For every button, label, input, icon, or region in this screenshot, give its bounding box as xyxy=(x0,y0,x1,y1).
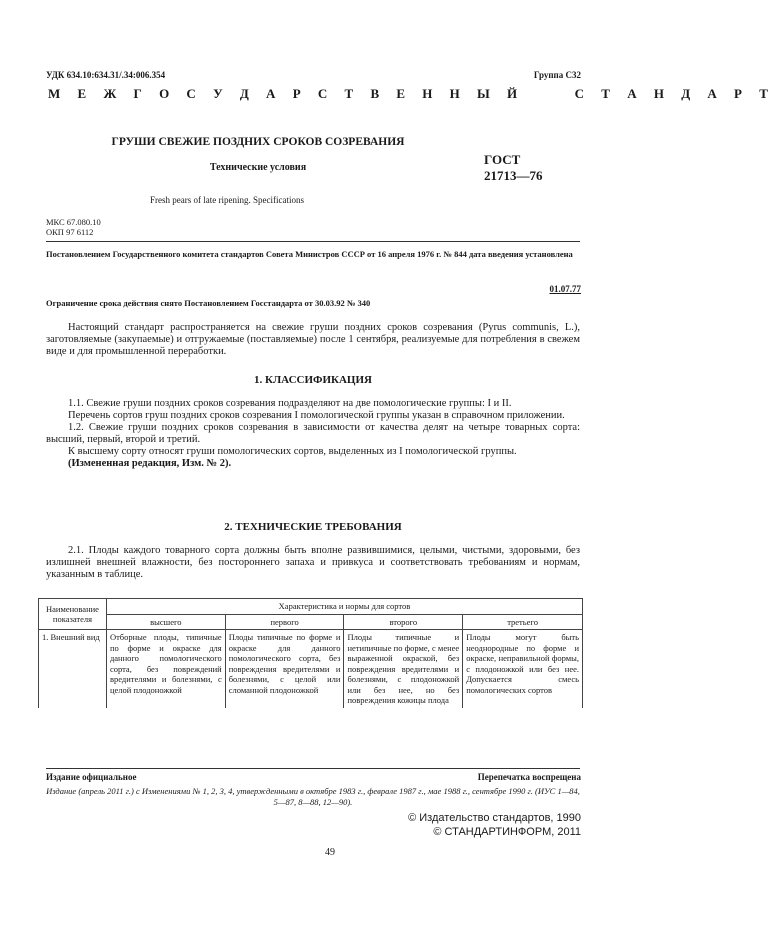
official-edition-label: Издание официальное xyxy=(46,772,137,782)
mks-code: МКС 67.080.10 xyxy=(46,217,101,227)
cell-second: Плоды типичные и нетипичные по форме, с менее выраженной окраской, без повреждения вредителями и болезнями, с плодоножкой или без нее, но без повреждения кожицы плода xyxy=(344,630,463,708)
banner-right: С Т А Н Д А Р Т xyxy=(574,86,775,101)
edition-info: Издание (апрель 2011 г.) с Изменениями № 1, 2, 3, 4, утвержденными в октябре 1983 г., феврале 1987 г., мае 1988 г., сентябре 1990 г. (ИУС 1—84, 5—87, 8—88, 12—90). xyxy=(46,786,580,807)
header-indicator: Наименование показателя xyxy=(39,599,107,630)
decree-text: Постановлением Государственного комитета стандартов Совета Министров СССР от 16 апреля 1976 г. № 844 дата введения установлена xyxy=(46,249,573,259)
paragraph-2-1: 2.1. Плоды каждого товарного сорта должны быть вполне развившимися, целыми, чистыми, здоровыми, без излишней внешней влажности, без постороннего запаха и привкуса и соответствовать требованиям и нормам, указанным в таблице. xyxy=(46,545,580,580)
row-label: 1. Внешний вид xyxy=(39,630,107,708)
gost-designation xyxy=(484,152,544,184)
paragraph-1-2: 1.2. Свежие груши поздних сроков созревания в зависимости от качества делят на четыре товарных сорта: высший, первый, второй и третий. xyxy=(46,422,580,445)
paragraph-1-1: 1.1. Свежие груши поздних сроков созревания подразделяют на две помологические группы: I и II. xyxy=(68,398,512,409)
standard-banner xyxy=(48,86,775,102)
copyright-standartinform: © СТАНДАРТИНФОРМ, 2011 xyxy=(433,826,581,838)
document-subtitle: Технические условия xyxy=(209,162,307,173)
section-2-heading: 2. ТЕХНИЧЕСКИЕ ТРЕБОВАНИЯ xyxy=(224,521,402,533)
group-code: Группа С32 xyxy=(533,70,581,80)
cell-first: Плоды типичные по форме и окраске для данного помологического сорта, без повреждения вредителями и болезнями, с целой или сломанной плодоножкой xyxy=(225,630,344,708)
header-grade-third: третьего xyxy=(463,614,583,630)
header-grade-second: второго xyxy=(344,614,463,630)
reprint-notice: Перепечатка воспрещена xyxy=(477,772,581,782)
udk-code: УДК 634.10:634.31/.34:006.354 xyxy=(46,70,166,80)
page-number: 49 xyxy=(325,847,335,858)
classification-codes xyxy=(46,217,101,237)
restriction-text: Ограничение срока действия снято Постановлением Госстандарта от 30.03.92 № 340 xyxy=(46,298,371,308)
divider xyxy=(46,241,580,242)
banner-left: М Е Ж Г О С У Д А Р С Т В Е Н Н Ы Й xyxy=(48,86,525,101)
copyright-publisher: © Издательство стандартов, 1990 xyxy=(408,812,581,824)
header-grades-group: Характеристика и нормы для сортов xyxy=(106,599,582,615)
section-1-heading: 1. КЛАССИФИКАЦИЯ xyxy=(254,374,372,386)
gost-number: 21713—76 xyxy=(484,168,543,183)
amendment-note: (Измененная редакция, Изм. № 2). xyxy=(68,458,232,469)
header-grade-first: первого xyxy=(225,614,344,630)
introduction-date: 01.07.77 xyxy=(549,284,581,294)
cell-premium: Отборные плоды, типичные по форме и окраске для данного помологического сорта, без повреждений вредителями и болезнями, с целой плодоножкой xyxy=(106,630,225,708)
okp-code: ОКП 97 6112 xyxy=(46,227,94,237)
gost-label: ГОСТ xyxy=(484,152,521,167)
paragraph-1-1-list: Перечень сортов груш поздних сроков созревания I помологической группы указан в справочном приложении. xyxy=(68,410,565,421)
footer-divider xyxy=(46,768,580,769)
cell-third: Плоды могут быть неоднородные по форме и окраске, неправильной формы, с плодоножкой или без нее. Допускается смесь помологических сортов xyxy=(463,630,583,708)
table-row xyxy=(39,630,583,708)
requirements-table xyxy=(38,598,583,708)
intro-paragraph: Настоящий стандарт распространяется на свежие груши поздних сроков созревания (Pyrus communis, L.), заготовляемые (закупаемые) и отгружаемые (поставляемые) после 1 сентября, реализуемые для потребления в свежем виде и для промышленной переработки. xyxy=(46,322,580,357)
section-1-body xyxy=(46,398,580,470)
header-grade-premium: высшего xyxy=(106,614,225,630)
paragraph-1-2-premium: К высшему сорту относят груши помологических сортов, выделенных из I помологической группы. xyxy=(68,446,517,457)
english-title: Fresh pears of late ripening. Specifications xyxy=(150,195,304,205)
document-title: ГРУШИ СВЕЖИЕ ПОЗДНИХ СРОКОВ СОЗРЕВАНИЯ xyxy=(111,136,405,148)
